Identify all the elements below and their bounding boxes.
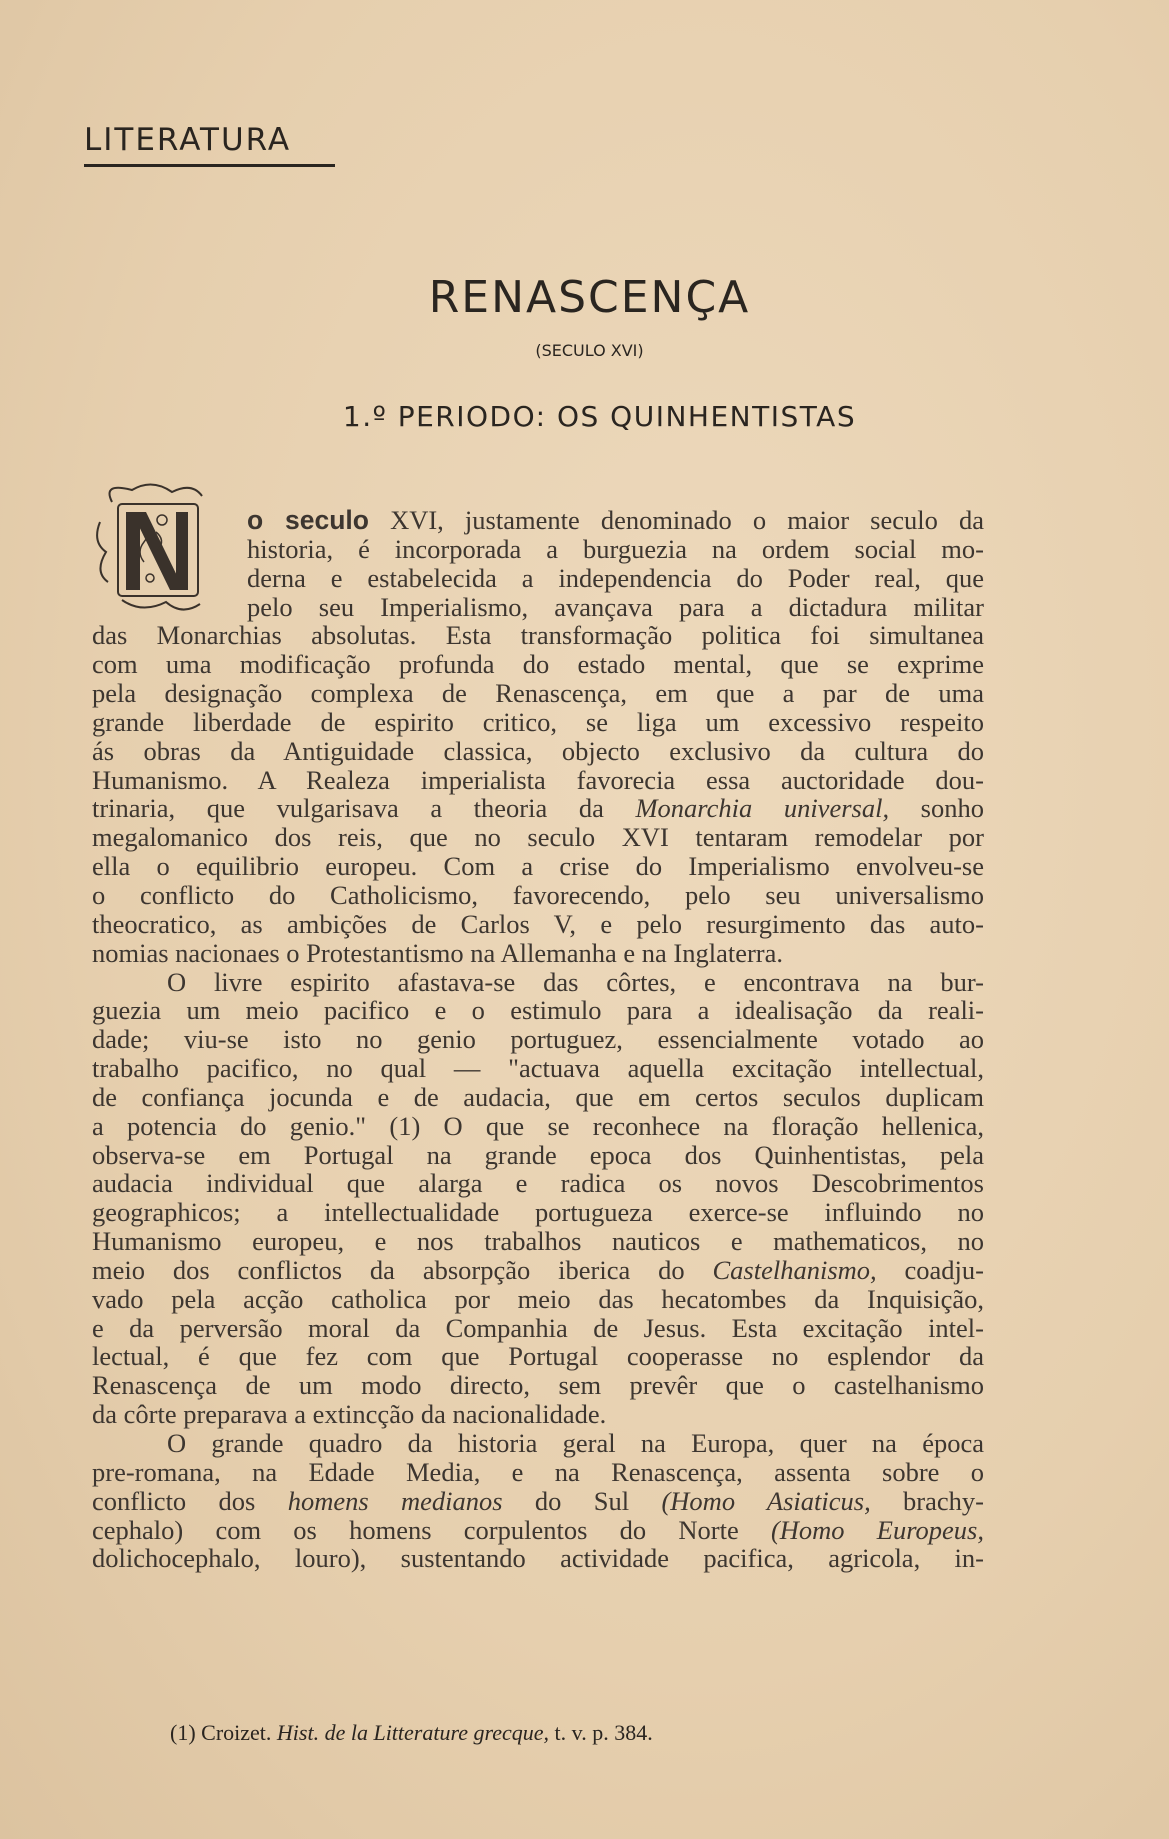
body-line: cephalo) com os homens corpulentos do Norte (Homo Europeus, [92,1514,984,1545]
body-text [92,506,984,1573]
body-line: guezia um meio pacifico e o estimulo para a idealisação da reali- [92,995,984,1026]
body-line: de confiança jocunda e de audacia, que em certos seculos duplicam [92,1081,984,1112]
body-line: pelo seu Imperialismo, avançava para a dictadura militar [247,591,984,622]
body-line: Humanismo. A Realeza imperialista favorecia essa auctoridade dou- [92,764,984,795]
chapter-title: RENASCENÇA [428,272,751,323]
section-rule [84,164,335,167]
body-line: a potencia do genio." (1) O que se reconhece na floração hellenica, [92,1110,984,1141]
footnote: (1) Croizet. Hist. de la Litterature grecque, t. v. p. 384. [170,1720,653,1745]
body-line: grande liberdade de espirito critico, se liga um excessivo respeito [92,706,984,737]
body-line: O grande quadro da historia geral na Europa, quer na época [167,1428,984,1458]
body-line: megalomanico dos reis, que no seculo XVI tentaram remodelar por [92,822,984,853]
body-line: da côrte preparava a extincção da nacionalidade. [92,1399,607,1430]
body-line: lectual, é que fez com que Portugal cooperasse no esplendor da [92,1341,984,1372]
body-line: e da perversão moral da Companhia de Jesus. Esta excitação intel- [92,1312,984,1343]
body-line: o seculo XVI, justamente denominado o maior seculo da [247,505,984,535]
body-line: o conflicto do Catholicismo, favorecendo, pelo seu universalismo [92,879,984,910]
body-line: ella o equilibrio europeu. Com a crise do Imperialismo envolveu-se [92,851,984,882]
body-line: ás obras da Antiguidade classica, objecto exclusivo da cultura do [92,735,984,766]
body-line: Renascença de um modo directo, sem prevêr que o castelhanismo [92,1370,984,1401]
body-line: observa-se em Portugal na grande epoca dos Quinhentistas, pela [92,1139,984,1170]
body-line: meio dos conflictos da absorpção iberica do Castelhanismo, coadju- [92,1254,984,1285]
body-line: dolichocephalo, louro), sustentando actividade pacifica, agricola, in- [92,1543,984,1574]
body-line: com uma modificação profunda do estado mental, que se exprime [92,649,984,680]
section-header: LITERATURA [84,122,292,158]
body-line: das Monarchias absolutas. Esta transformação politica foi simultanea [92,620,984,651]
body-line: theocratico, as ambições de Carlos V, e pelo resurgimento das auto- [92,908,984,939]
body-line: derna e estabelecida a independencia do Poder real, que [247,562,984,593]
body-line: dade; viu-se isto no genio portuguez, essencialmente votado ao [92,1024,984,1055]
body-line: trinaria, que vulgarisava a theoria da Monarchia universal, sonho [92,793,984,824]
body-line: historia, é incorporada a burguezia na ordem social mo- [247,533,984,564]
body-line: Humanismo europeu, e nos trabalhos nauticos e mathematicos, no [92,1226,984,1257]
body-line: O livre espirito afastava-se das côrtes, e encontrava na bur- [167,966,984,997]
body-line: nomias nacionaes o Protestantismo na Allemanha e na Inglaterra. [92,937,783,968]
body-line: pela designação complexa de Renascença, em que a par de uma [92,678,984,709]
chapter-subtitle: (SECULO XVI) [535,341,644,360]
body-line: audacia individual que alarga e radica os novos Descobrimentos [92,1168,984,1199]
body-line: trabalho pacifico, no qual — "actuava aquella excitação intellectual, [92,1053,984,1084]
period-title: 1.º PERIODO: OS QUINHENTISTAS [342,400,857,433]
body-line: pre-romana, na Edade Media, e na Renascença, assenta sobre o [92,1456,984,1487]
body-line: conflicto dos homens medianos do Sul (Homo Asiaticus, brachy- [92,1485,984,1516]
body-line: vado pela acção catholica por meio das hecatombes da Inquisição, [92,1283,984,1314]
body-line: geographicos; a intellectualidade portugueza exerce-se influindo no [92,1197,984,1228]
